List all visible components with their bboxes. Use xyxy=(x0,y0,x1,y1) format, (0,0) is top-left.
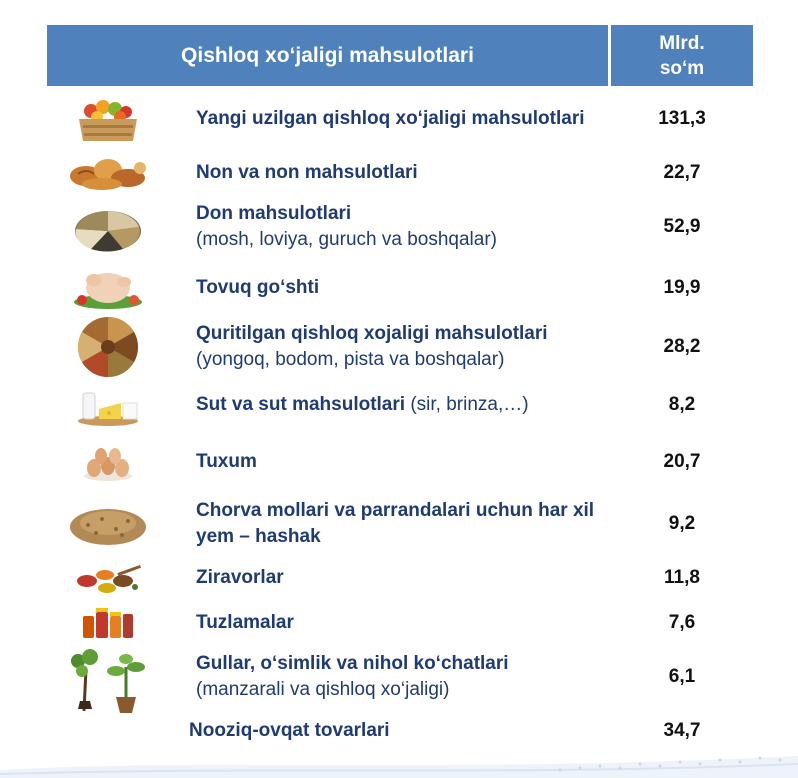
row-label: Tuxum xyxy=(196,451,257,472)
bread-icon xyxy=(62,153,154,193)
table-row xyxy=(0,270,798,306)
row-label: Tovuq go‘shti xyxy=(196,277,320,298)
row-value: 52,9 xyxy=(663,216,701,237)
header-value-line1: Mlrd. xyxy=(659,32,705,54)
grains-icon xyxy=(62,200,154,254)
table-row xyxy=(0,498,798,550)
row-value: 7,6 xyxy=(668,612,696,633)
pickles-icon xyxy=(62,605,154,641)
feed-pellets-icon xyxy=(62,498,154,550)
row-value: 131,3 xyxy=(658,108,706,129)
chicken-icon xyxy=(62,266,154,310)
row-value: 9,2 xyxy=(668,513,696,534)
table-row xyxy=(0,93,798,145)
row-value: 6,1 xyxy=(668,666,696,687)
table-row xyxy=(0,200,798,254)
row-label: Yangi uzilgan qishloq xo‘jaligi mahsulotlari xyxy=(196,108,585,129)
row-sublabel: (yongoq, bodom, pista va boshqalar) xyxy=(196,349,505,370)
header-category-title: Qishloq xo‘jaligi mahsulotlari xyxy=(181,43,474,67)
row-label: Nooziq-ovqat tovarlari xyxy=(189,720,390,741)
row-label: Sut va sut mahsulotlari xyxy=(196,394,406,415)
eggs-icon xyxy=(62,440,154,484)
table-row xyxy=(0,649,798,705)
header-value-line2: so‘m xyxy=(659,57,705,79)
seedlings-icon xyxy=(62,647,154,715)
row-sublabel: (manzarali va qishloq xo‘jaligi) xyxy=(196,679,450,700)
table-row xyxy=(0,157,798,189)
decorative-wave xyxy=(0,730,798,778)
row-label: Non va non mahsulotlari xyxy=(196,162,418,183)
row-value: 20,7 xyxy=(663,451,701,472)
row-value: 11,8 xyxy=(664,567,700,588)
table-row xyxy=(0,446,798,478)
dairy-icon xyxy=(62,382,154,428)
row-label: Tuzlamalar xyxy=(196,612,294,633)
table-row xyxy=(0,563,798,593)
nuts-icon xyxy=(62,314,154,380)
row-label: Chorva mollari va parrandalari uchun har xil yem – hashak xyxy=(196,500,595,547)
row-value: 19,9 xyxy=(663,277,701,298)
row-value: 8,2 xyxy=(668,394,696,415)
row-label: Don mahsulotlari xyxy=(196,203,352,224)
row-value: 34,7 xyxy=(663,720,701,741)
row-label: Quritilgan qishloq xojaligi mahsulotlari xyxy=(196,323,548,344)
header-value xyxy=(611,25,753,86)
row-label: Ziravorlar xyxy=(196,567,284,588)
header-category xyxy=(47,25,608,86)
row-label: Gullar, o‘simlik va nihol ko‘chatlari xyxy=(196,653,509,674)
spices-icon xyxy=(62,559,154,597)
table-row xyxy=(0,318,798,376)
fruit-crate-icon xyxy=(62,93,154,145)
table-row xyxy=(0,390,798,420)
table-row xyxy=(0,607,798,639)
row-sublabel: (sir, brinza,…) xyxy=(405,394,529,415)
row-sublabel: (mosh, loviya, guruch va boshqalar) xyxy=(196,229,497,250)
row-value: 22,7 xyxy=(663,162,701,183)
row-value: 28,2 xyxy=(663,336,701,357)
